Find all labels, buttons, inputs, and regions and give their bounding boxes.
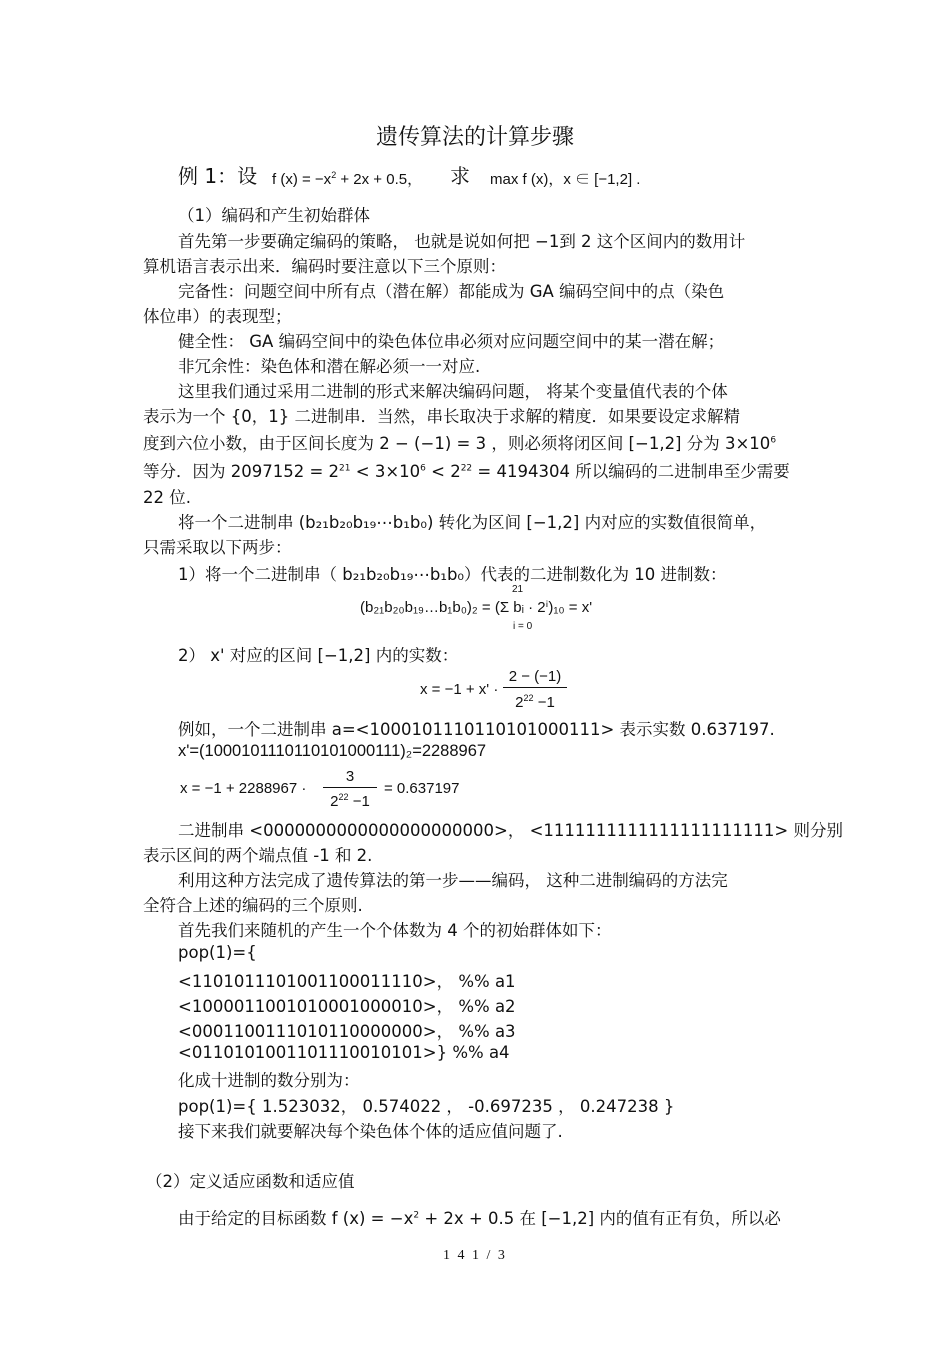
example-binary-string: 例如，一个二进制串 a=<1000101110110101000111> 表示实数 0.637197.: [178, 720, 775, 739]
paragraph-line: 等分．因为 $2097152 = 2^{21} < 3\times 10^6 < 2^{22} = 4194304$ 所以编码的二进制串至少需要: [143, 462, 790, 481]
example-function: f $(x) = -x^2 + 2x + 0.5$，: [272, 170, 423, 188]
population-open: pop(1)={: [178, 943, 257, 962]
paragraph-line: 算机语言表示出来．编码时要注意以下三个原则：: [143, 257, 506, 276]
population-member-a3: <0001100111010110000000>， %% a3: [178, 1022, 516, 1041]
section-heading-1: （1）编码和产生初始群体: [178, 206, 370, 225]
paragraph-line: 只需采取以下两步：: [143, 538, 292, 557]
paragraph-line: 这里我们通过采用二进制的形式来解决编码问题， 将某个变量值代表的个体: [178, 382, 728, 401]
equation-binary-to-decimal: (b₂₁b₂₀b₁₉…b₁b₀)₂ = (Σ bᵢ · 2ⁱ)₁₀ = x': [360, 599, 593, 616]
section-heading-2: （2）定义适应函数和适应值: [146, 1172, 355, 1191]
paragraph-line: 二进制串 <0000000000000000000000>， <1111111111111111111111> 则分别: [178, 821, 843, 840]
paragraph-line: 利用这种方法完成了遗传算法的第一步——编码， 这种二进制编码的方法完: [178, 871, 728, 890]
example-max: max f (x)，x ∈ [−1,2] .: [490, 171, 641, 188]
paragraph-line: 化成十进制的数分别为：: [178, 1071, 360, 1090]
paragraph-line: 度到六位小数，由于区间长度为 2 − (−1) = 3 ，则必须将闭区间 [−1,2] 分为 $3\times 10^6$: [143, 434, 777, 453]
paragraph-line: 将一个二进制串 (b₂₁b₂₀b₁₉⋯b₁b₀) 转化为区间 [−1,2] 内对应的实数值很简单，: [178, 513, 767, 532]
paragraph-line: 表示区间的两个端点值 -1 和 2.: [143, 846, 373, 865]
example-decimal-value: x'=(1000101110110101000111)₂=2288967: [178, 742, 487, 760]
example-ask: 求: [450, 164, 470, 188]
equation-example-result: = 0.637197: [384, 780, 460, 797]
population-member-a1: <1101011101001100011110>， %% a1: [178, 972, 516, 991]
paragraph-line: 接下来我们就要解决每个染色体个体的适应值问题了.: [178, 1122, 563, 1141]
equation-example-left: x = −1 + 2288967 ·: [180, 780, 307, 797]
fraction-numerator: 2 − (−1): [508, 668, 562, 685]
paragraph-line: 体位串）的表现型；: [143, 307, 292, 326]
paragraph-line: 全符合上述的编码的三个原则.: [143, 896, 363, 915]
sum-lower-limit: i = 0: [513, 621, 533, 632]
population-member-a4: <0110101001101110010101>} %% a4: [178, 1043, 510, 1062]
paragraph-line: 首先第一步要确定编码的策略， 也就是说如何把 −1到 2 这个区间内的数用计: [178, 232, 746, 251]
page-title: 遗传算法的计算步骤: [375, 125, 574, 150]
equation-real-value-left: x = −1 + x' ·: [420, 681, 499, 698]
paragraph-line: 表示为一个 {0，1} 二进制串．当然，串长取决于求解的精度．如果要设定求解精: [143, 407, 740, 426]
population-member-a2: <1000011001010001000010>， %% a2: [178, 997, 516, 1016]
fraction-numerator: 3: [345, 768, 355, 785]
paragraph-line: 非冗余性：染色体和潜在解必须一一对应.: [178, 357, 481, 376]
paragraph-line: 首先我们来随机的产生一个个体数为 4 个的初始群体如下：: [178, 921, 612, 940]
paragraph-line: 由于给定的目标函数 f $(x) = -x^2 + 2x + 0.5$ 在 [−1,2] 内的值有正有负，所以必: [178, 1209, 781, 1228]
paragraph-line: 健全性： GA 编码空间中的染色体位串必须对应问题空间中的某一潜在解；: [178, 332, 725, 351]
paragraph-line: 完备性：问题空间中所有点（潜在解）都能成为 GA 编码空间中的点（染色: [178, 282, 725, 301]
fraction-denominator: $2^{22} -1$: [330, 792, 370, 810]
example-label: 例 1：设: [178, 164, 258, 188]
step-1: 1）将一个二进制串（ b₂₁b₂₀b₁₉⋯b₁b₀）代表的二进制数化为 10 进制数：: [178, 565, 727, 584]
population-decimal: pop(1)={ 1.523032， 0.574022 ， -0.697235 ， 0.247238 }: [178, 1097, 675, 1116]
sum-upper-limit: 21: [512, 584, 524, 595]
fraction-bar: [323, 787, 377, 788]
step-2: 2） x' 对应的区间 [−1,2] 内的实数：: [178, 646, 459, 665]
page-number: 1 4 1 / 3: [443, 1248, 507, 1263]
paragraph-line: 22 位.: [143, 488, 191, 507]
fraction-bar: [503, 687, 567, 688]
fraction-denominator: $2^{22} -1$: [515, 693, 555, 711]
